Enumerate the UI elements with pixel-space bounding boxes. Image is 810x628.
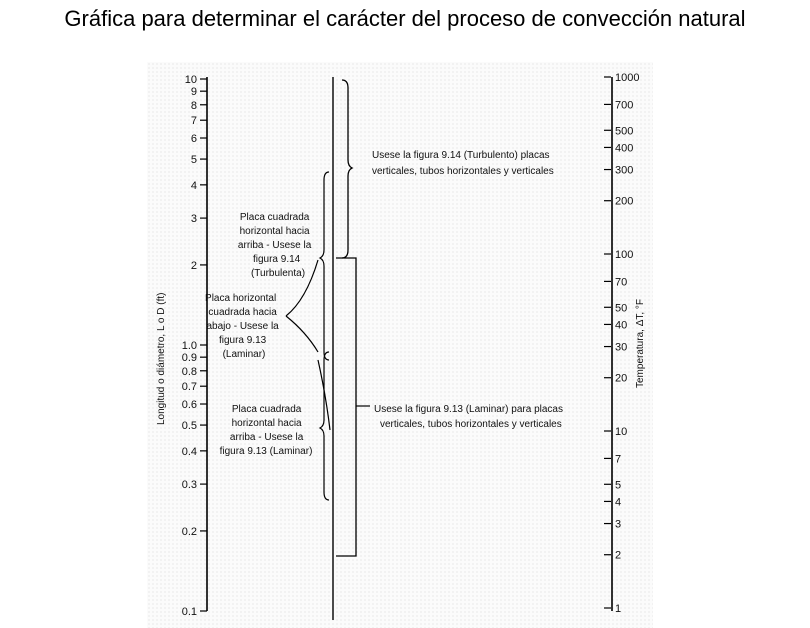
- right-axis-tick-label: 30: [615, 341, 628, 354]
- note-plate-up-turbulent-line-2: horizontal hacia: [239, 226, 310, 237]
- note-plate-down-laminar-line-5: (Laminar): [222, 349, 266, 360]
- left-axis-tick-label: 0.9: [181, 352, 197, 365]
- note-plate-up-laminar-line-1: Placa cuadrada: [231, 404, 302, 415]
- right-axis-tick-label: 20: [615, 372, 628, 385]
- note-plate-up-turbulent-line-4: figura 9.14: [252, 254, 301, 265]
- left-axis-tick-label: 0.4: [181, 445, 197, 458]
- chart-title: Gráfica para determinar el carácter del proceso de convección natural: [64, 6, 746, 31]
- note-laminar-line-2: verticales, tubos horizontales y verticales: [380, 419, 562, 430]
- note-plate-down-laminar: [205, 293, 281, 360]
- left-axis-tick-label: 0.1: [181, 606, 197, 618]
- left-axis-label: Longitud o diámetro, L o D (ft): [156, 292, 167, 425]
- right-axis-tick-label: 400: [615, 142, 634, 155]
- right-axis-tick-label: 3: [615, 518, 622, 531]
- right-axis-tick-label: 4: [615, 496, 622, 509]
- note-plate-down-laminar-line-1: Placa horizontal: [205, 293, 277, 304]
- left-axis: [156, 74, 207, 618]
- right-axis: [604, 72, 646, 615]
- right-axis-tick-label: 50: [615, 302, 628, 315]
- right-axis-tick-label: 10: [615, 426, 628, 438]
- right-axis-tick-label: 300: [615, 164, 634, 177]
- right-axis-tick-label: 2: [615, 549, 622, 562]
- right-axis-tick-label: 40: [615, 319, 628, 332]
- left-axis-tick-label: 7: [190, 115, 197, 128]
- note-plate-down-laminar-line-4: figura 9.13: [218, 335, 267, 346]
- left-axis-tick-label: 2: [190, 259, 197, 272]
- note-laminar: [374, 404, 566, 430]
- left-axis-tick-label: 0.2: [181, 525, 197, 538]
- note-plate-up-turbulent: [238, 212, 314, 279]
- right-axis-label: Temperatura, ΔT, °F: [635, 298, 646, 388]
- right-axis-tick-label: 700: [615, 99, 634, 112]
- laminar-bracket: [336, 258, 356, 556]
- left-axis-tick-label: 4: [190, 179, 197, 192]
- note-plate-up-laminar-line-4: figura 9.13 (Laminar): [219, 446, 313, 457]
- note-laminar-line-1: Usese la figura 9.13 (Laminar) para placas: [374, 404, 563, 415]
- right-axis-tick-label: 70: [615, 276, 628, 289]
- left-axis-tick-label: 6: [190, 133, 197, 146]
- left-axis-tick-label: 1.0: [181, 340, 197, 352]
- turbulent-brace: [342, 80, 352, 258]
- note-plate-up-laminar-line-2: horizontal hacia: [231, 418, 302, 429]
- note-turbulent: [372, 150, 554, 177]
- left-axis-tick-label: 0.6: [181, 399, 197, 412]
- left-axis-tick-label: 0.5: [181, 420, 197, 433]
- note-plate-up-turbulent-line-5: (Turbulenta): [250, 268, 306, 279]
- right-axis-tick-label: 1000: [615, 72, 640, 84]
- note-plate-down-laminar-line-2: cuadrada hacia: [208, 307, 277, 318]
- right-axis-tick-label: 100: [615, 249, 634, 261]
- note-turbulent-line-2: verticales, tubos horizontales y verticales: [372, 166, 554, 177]
- left-axis-tick-label: 9: [190, 86, 197, 99]
- left-axis-tick-label: 10: [184, 74, 197, 86]
- note-plate-up-laminar-line-3: arriba - Usese la: [229, 432, 304, 443]
- note-plate-up-turbulent-line-3: arriba - Usese la: [237, 240, 312, 251]
- right-axis-tick-label: 500: [615, 125, 634, 138]
- right-axis-tick-label: 1: [615, 603, 622, 615]
- upper-plate-brace: [320, 172, 329, 360]
- left-axis-ticks: [182, 74, 207, 618]
- left-axis-tick-label: 0.3: [181, 479, 197, 492]
- note-plate-down-laminar-line-3: abajo - Usese la: [206, 321, 279, 332]
- left-axis-tick-label: 0.7: [181, 381, 197, 394]
- right-axis-tick-label: 200: [615, 195, 634, 208]
- curve-to-laminar: [286, 316, 318, 352]
- left-axis-tick-label: 3: [190, 213, 197, 226]
- left-axis-tick-label: 8: [190, 99, 197, 112]
- note-turbulent-line-1: Usese la figura 9.14 (Turbulento) placas: [372, 150, 550, 161]
- left-axis-tick-label: 0.8: [181, 365, 197, 378]
- left-axis-tick-label: 5: [190, 154, 197, 167]
- note-plate-up-turbulent-line-1: Placa cuadrada: [239, 212, 310, 223]
- note-plate-up-laminar: [220, 404, 313, 457]
- right-axis-tick-label: 5: [615, 479, 622, 492]
- right-axis-tick-label: 7: [615, 453, 622, 466]
